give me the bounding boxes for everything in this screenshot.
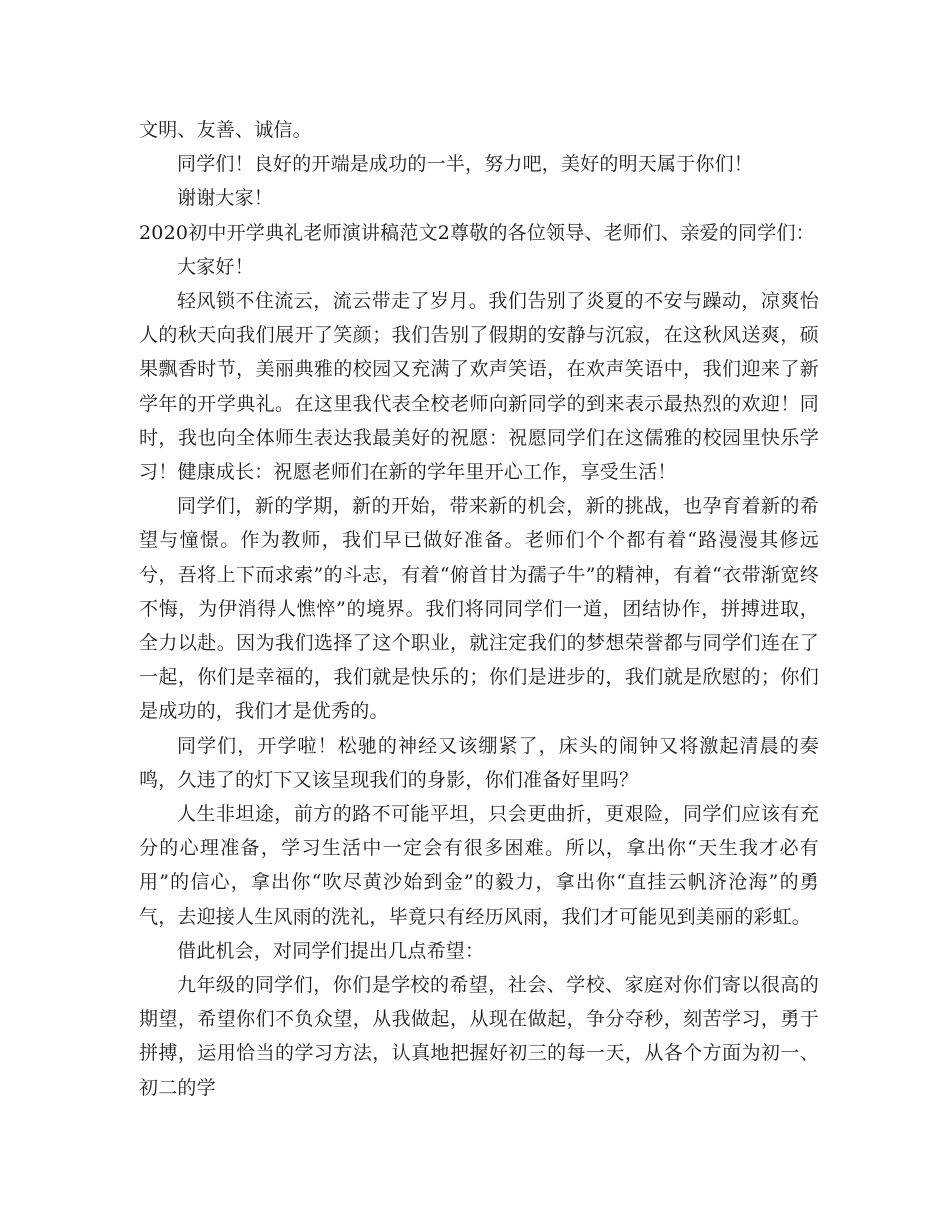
- paragraph: 文明、友善、诚信。: [139, 119, 312, 141]
- paragraph: 谢谢大家！: [177, 187, 274, 210]
- paragraph: 同学们！良好的开端是成功的一半，努力吧，美好的明天属于你们！: [177, 153, 754, 176]
- paragraph: 同学们，新的学期，新的开始，带来新的机会，新的挑战，也孕育着新的希望与憧憬。作为教师，我们早已做好准备。老师们个个都有着“路漫漫其修远兮，吾将上下而求索”的斗志，有着“俯首甘为孺子牛”的精神，有着“衣带渐宽终不悔，为伊消得人憔悴”的境界。我们将同同学们一道，团结协作，拼搏进取，全力以赴。因为我们选择了这个职业，就注定我们的梦想荣誉都与同学们连在了一起，你们是幸福的，我们就是快乐的；你们是进步的，我们就是欣慰的；你们是成功的，我们才是优秀的。: [139, 495, 819, 723]
- paragraph: 轻风锁不住流云，流云带走了岁月。我们告别了炎夏的不安与躁动，凉爽怡人的秋天向我们展开了笑颜；我们告别了假期的安静与沉寂，在这秋风送爽，硕果飘香时节，美丽典雅的校园又充满了欢声笑语，在欢声笑语中，我们迎来了新学年的开学典礼。在这里我代表全校老师向新同学的到来表示最热烈的欢迎！同时，我也向全体师生表达我最美好的祝愿：祝愿同学们在这儒雅的校园里快乐学习！健康成长：祝愿老师们在新的学年里开心工作，享受生活！: [139, 290, 819, 484]
- section-heading: 2020初中开学典礼老师演讲稿范文2尊敬的各位领导、老师们、亲爱的同学们：: [139, 221, 815, 244]
- paragraph: 九年级的同学们，你们是学校的希望，社会、学校、家庭对你们寄以很高的期望，希望你们不负众望，从我做起，从现在做起，争分夺秒，刻苦学习，勇于拼搏，运用恰当的学习方法，认真地把握好初三的每一天，从各个方面为初一、初二的学: [139, 974, 819, 1099]
- paragraph: 人生非坦途，前方的路不可能平坦，只会更曲折，更艰险，同学们应该有充分的心理准备，学习生活中一定会有很多困难。所以，拿出你“天生我才必有用”的信心，拿出你“吹尽黄沙始到金”的毅力，拿出你“直挂云帆济沧海”的勇气，去迎接人生风雨的洗礼，毕竟只有经历风雨，我们才可能见到美丽的彩虹。: [139, 803, 819, 928]
- document-body: [139, 113, 819, 1105]
- paragraph: 同学们，开学啦！松驰的神经又该绷紧了，床头的闹钟又将激起清晨的奏鸣，久违了的灯下又该呈现我们的身影，你们准备好里吗？: [139, 734, 819, 791]
- greeting: 大家好！: [177, 255, 254, 278]
- paragraph: 借此机会，对同学们提出几点希望：: [177, 939, 485, 962]
